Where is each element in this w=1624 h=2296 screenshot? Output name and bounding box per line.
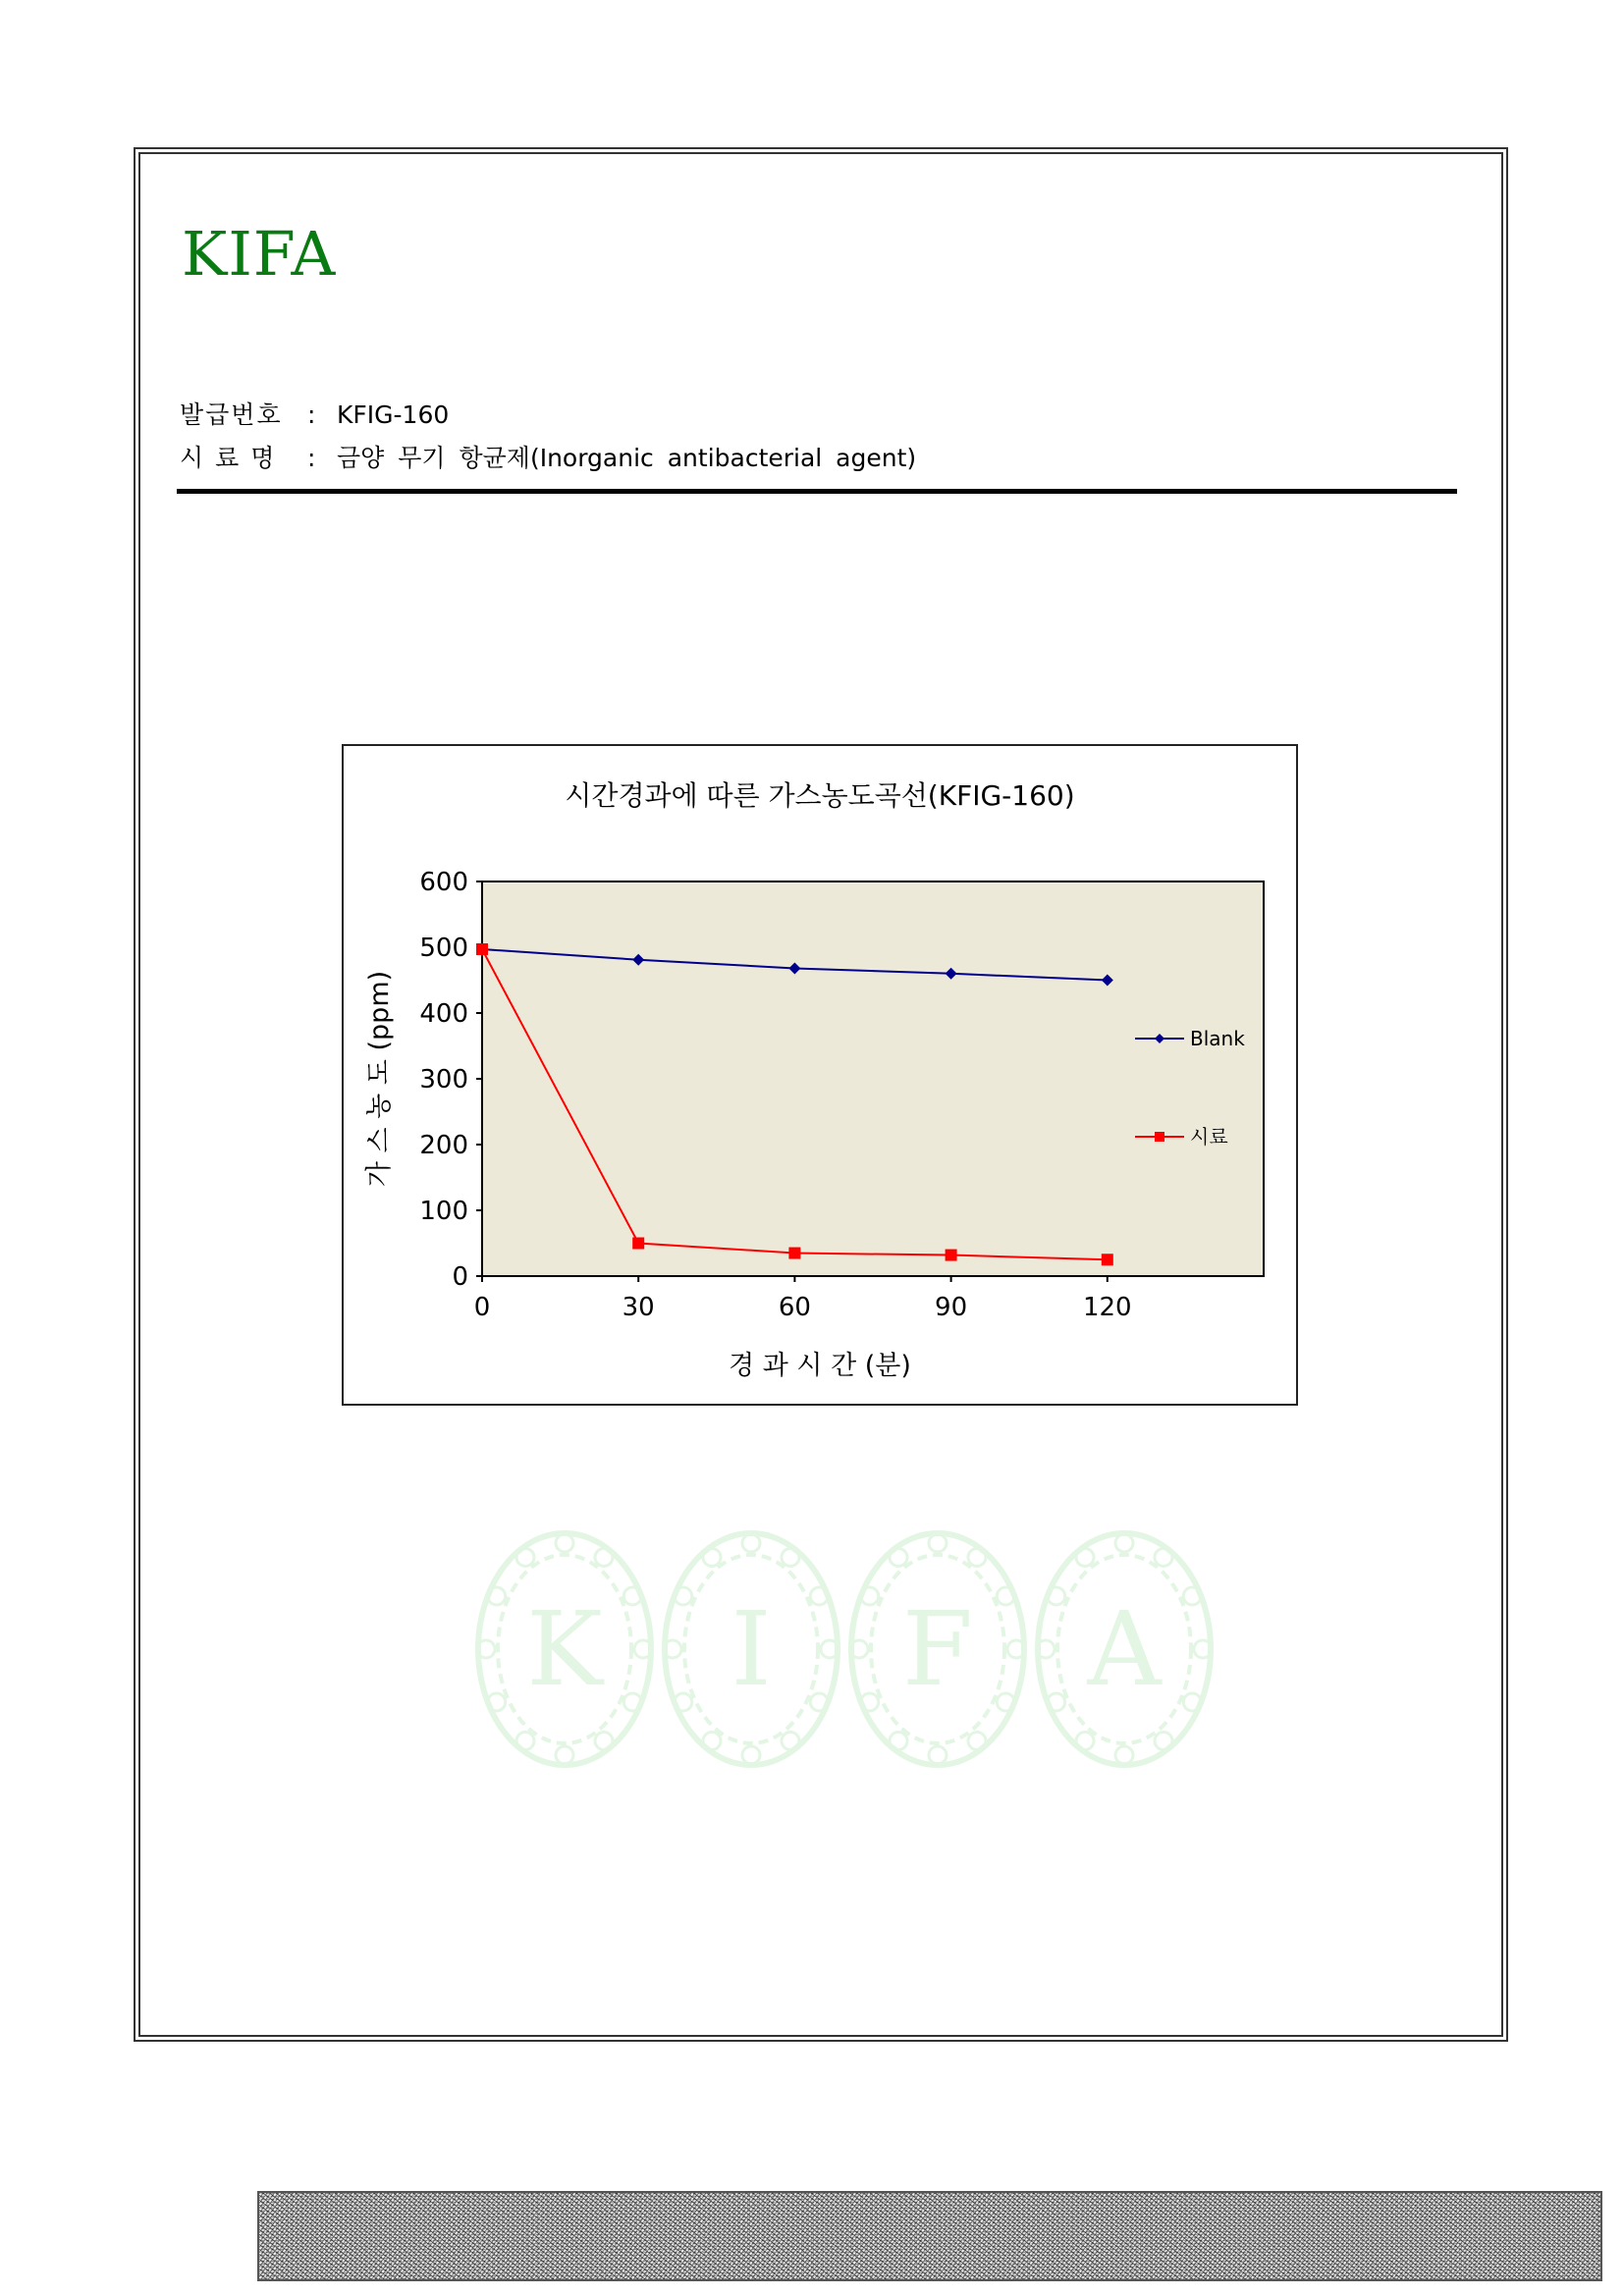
watermark-letter: F — [901, 1589, 974, 1709]
watermark-letter: A — [1087, 1589, 1162, 1709]
data-point-square — [788, 1248, 800, 1259]
x-tick-label: 120 — [1082, 1293, 1132, 1322]
y-tick-label: 600 — [419, 868, 468, 897]
x-axis — [474, 1276, 1132, 1322]
sample-name-label: 시 료 명 — [180, 444, 277, 472]
data-point-square — [632, 1238, 644, 1250]
data-point-square — [476, 943, 488, 955]
y-tick-label: 300 — [419, 1065, 468, 1095]
sample-name-row — [180, 443, 916, 474]
y-axis — [419, 868, 482, 1292]
header-divider — [177, 489, 1457, 494]
y-tick-label: 0 — [452, 1262, 468, 1292]
x-axis-label: 경 과 시 간 (분) — [729, 1351, 911, 1381]
x-tick-label: 30 — [622, 1293, 655, 1322]
issue-number-separator: : — [307, 400, 316, 429]
security-noise-strip — [257, 2191, 1602, 2281]
data-point-square — [946, 1250, 957, 1261]
x-tick-label: 0 — [473, 1293, 491, 1322]
x-tick-label: 90 — [935, 1293, 968, 1322]
y-tick-label: 500 — [419, 934, 468, 963]
chart-svg — [344, 746, 1296, 1404]
x-tick-label: 60 — [778, 1293, 811, 1322]
watermark-medallion — [1037, 1533, 1212, 1765]
legend-label: Blank — [1190, 1027, 1245, 1050]
watermark-medallion — [664, 1533, 839, 1765]
chart-title: 시간경과에 따른 가스농도곡선(KFIG-160) — [565, 779, 1075, 812]
watermark-letter: K — [526, 1589, 603, 1709]
y-tick-label: 100 — [419, 1197, 468, 1226]
y-axis-label: 가 스 농 도 (ppm) — [364, 970, 395, 1188]
sample-name-value: 금양 무기 항균제(Inorganic antibacterial agent) — [337, 444, 917, 472]
legend-marker — [1155, 1132, 1164, 1142]
issue-number-label: 발급번호 — [180, 400, 283, 429]
kifa-watermark — [471, 1512, 1218, 1787]
data-point-square — [1102, 1254, 1113, 1265]
legend-label: 시료 — [1190, 1125, 1228, 1148]
sample-name-separator: : — [307, 444, 316, 472]
kifa-logo: KIFA — [182, 218, 337, 290]
watermark-medallion — [850, 1533, 1025, 1765]
y-tick-label: 200 — [419, 1131, 468, 1160]
issue-number-row — [180, 400, 449, 431]
y-tick-label: 400 — [419, 999, 468, 1029]
watermark-medallion — [477, 1533, 652, 1765]
plot-area — [482, 881, 1264, 1276]
watermark-letter: I — [731, 1589, 772, 1709]
gas-concentration-chart — [342, 744, 1298, 1406]
issue-number-value: KFIG-160 — [337, 400, 450, 429]
